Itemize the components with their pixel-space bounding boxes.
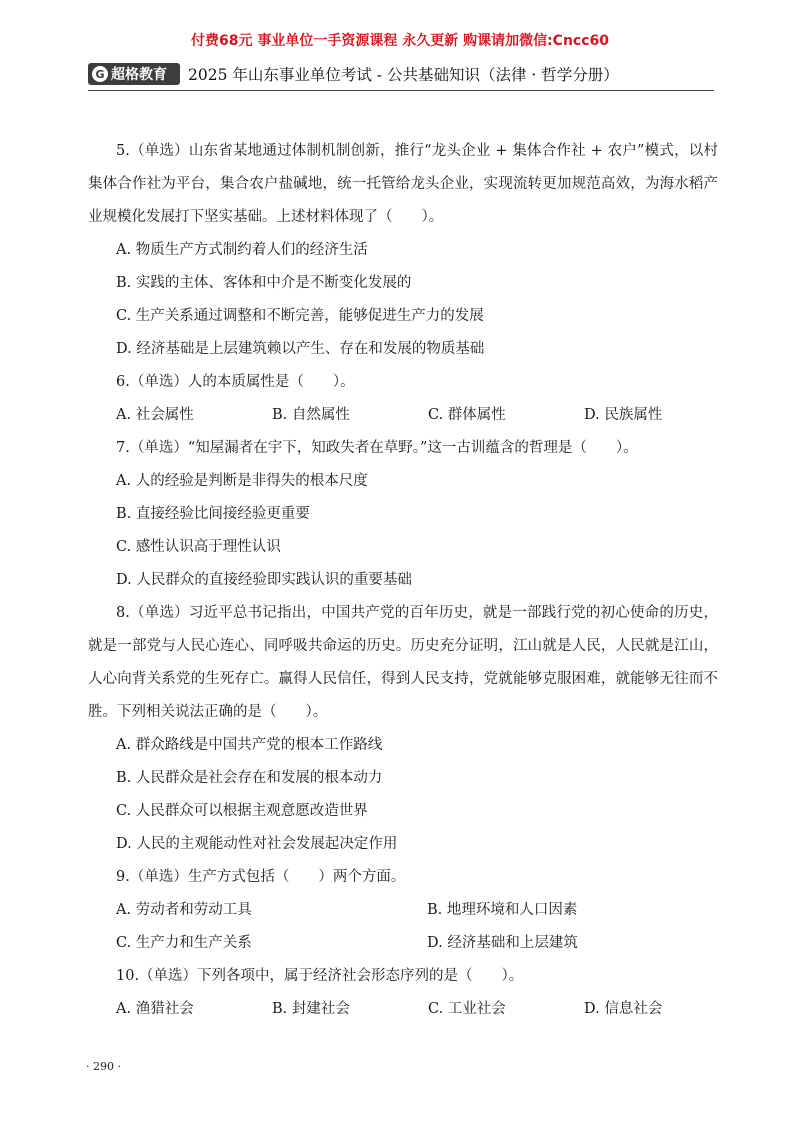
option: C. 人民群众可以根据主观意愿改造世界 (116, 803, 368, 819)
page-number: · 290 · (86, 1060, 121, 1073)
promo-banner: 付费68元 事业单位一手资源课程 永久更新 购课请加微信:Cncc60 (190, 33, 610, 49)
option: B. 自然属性 (272, 407, 350, 423)
option-row (88, 399, 718, 432)
page-header (88, 62, 619, 86)
option: D. 民族属性 (584, 407, 663, 423)
option: C. 生产关系通过调整和不断完善，能够促进生产力的发展 (116, 308, 484, 324)
logo-mark-letter: G (95, 67, 105, 81)
option: D. 经济基础和上层建筑 (427, 935, 578, 951)
option: C. 感性认识高于理性认识 (116, 539, 281, 555)
option: A. 人的经验是判断是非得失的根本尺度 (116, 473, 368, 489)
question-stem: 8.（单选）习近平总书记指出，中国共产党的百年历史，就是一部践行党的初心使命的历史，就是一部党与人民心连心、同呼吸共命运的历史。历史充分证明，江山就是人民，人民就是江山，人心向背关系党的生死存亡。赢得人民信任，得到人民支持，党就能够克服困难，就能够无往而不胜。下列相关说法正确的是（ ）。 (88, 605, 718, 720)
question-stem: 7.（单选）“知屋漏者在宇下，知政失者在草野。”这一古训蕴含的哲理是（ ）。 (116, 440, 638, 456)
option-row (88, 894, 718, 927)
question-stem: 9.（单选）生产方式包括（ ）两个方面。 (116, 869, 406, 885)
option: B. 实践的主体、客体和中介是不断变化发展的 (116, 275, 412, 291)
option: B. 封建社会 (272, 1001, 350, 1017)
book-title: 2025 年山东事业单位考试 - 公共基础知识（法律 · 哲学分册） (188, 66, 619, 84)
option: C. 生产力和生产关系 (116, 935, 252, 951)
option-row (88, 927, 718, 960)
option: A. 物质生产方式制约着人们的经济生活 (116, 242, 368, 258)
header-divider (88, 90, 714, 91)
logo-g-icon (92, 66, 108, 82)
option: D. 经济基础是上层建筑赖以产生、存在和发展的物质基础 (116, 341, 485, 357)
option: D. 人民群众的直接经验即实践认识的重要基础 (116, 572, 412, 588)
option: A. 社会属性 (116, 407, 194, 423)
option: B. 人民群众是社会存在和发展的根本动力 (116, 770, 383, 786)
option: C. 群体属性 (428, 407, 506, 423)
option-row (88, 993, 718, 1026)
option: D. 信息社会 (584, 1001, 663, 1017)
brand-logo (88, 63, 180, 85)
option: A. 劳动者和劳动工具 (116, 902, 252, 918)
option: A. 群众路线是中国共产党的根本工作路线 (116, 737, 383, 753)
option: A. 渔猎社会 (116, 1001, 194, 1017)
option: B. 直接经验比间接经验更重要 (116, 506, 310, 522)
option: B. 地理环境和人口因素 (427, 902, 578, 918)
logo-text: 超格教育 (111, 67, 167, 83)
question-stem: 10.（单选）下列各项中，属于经济社会形态序列的是（ ）。 (116, 968, 524, 984)
question-stem: 5.（单选）山东省某地通过体制机制创新，推行“龙头企业 + 集体合作社 + 农户”模式，以村集体合作社为平台，集合农户盐碱地，统一托管给龙头企业，实现流转更加规范高效，为海水稻产业规模化发展打下坚实基础。上述材料体现了（ ）。 (88, 143, 718, 225)
question-stem: 6.（单选）人的本质属性是（ ）。 (116, 374, 355, 390)
option: C. 工业社会 (428, 1001, 506, 1017)
question-list (88, 135, 718, 1026)
option: D. 人民的主观能动性对社会发展起决定作用 (116, 836, 398, 852)
